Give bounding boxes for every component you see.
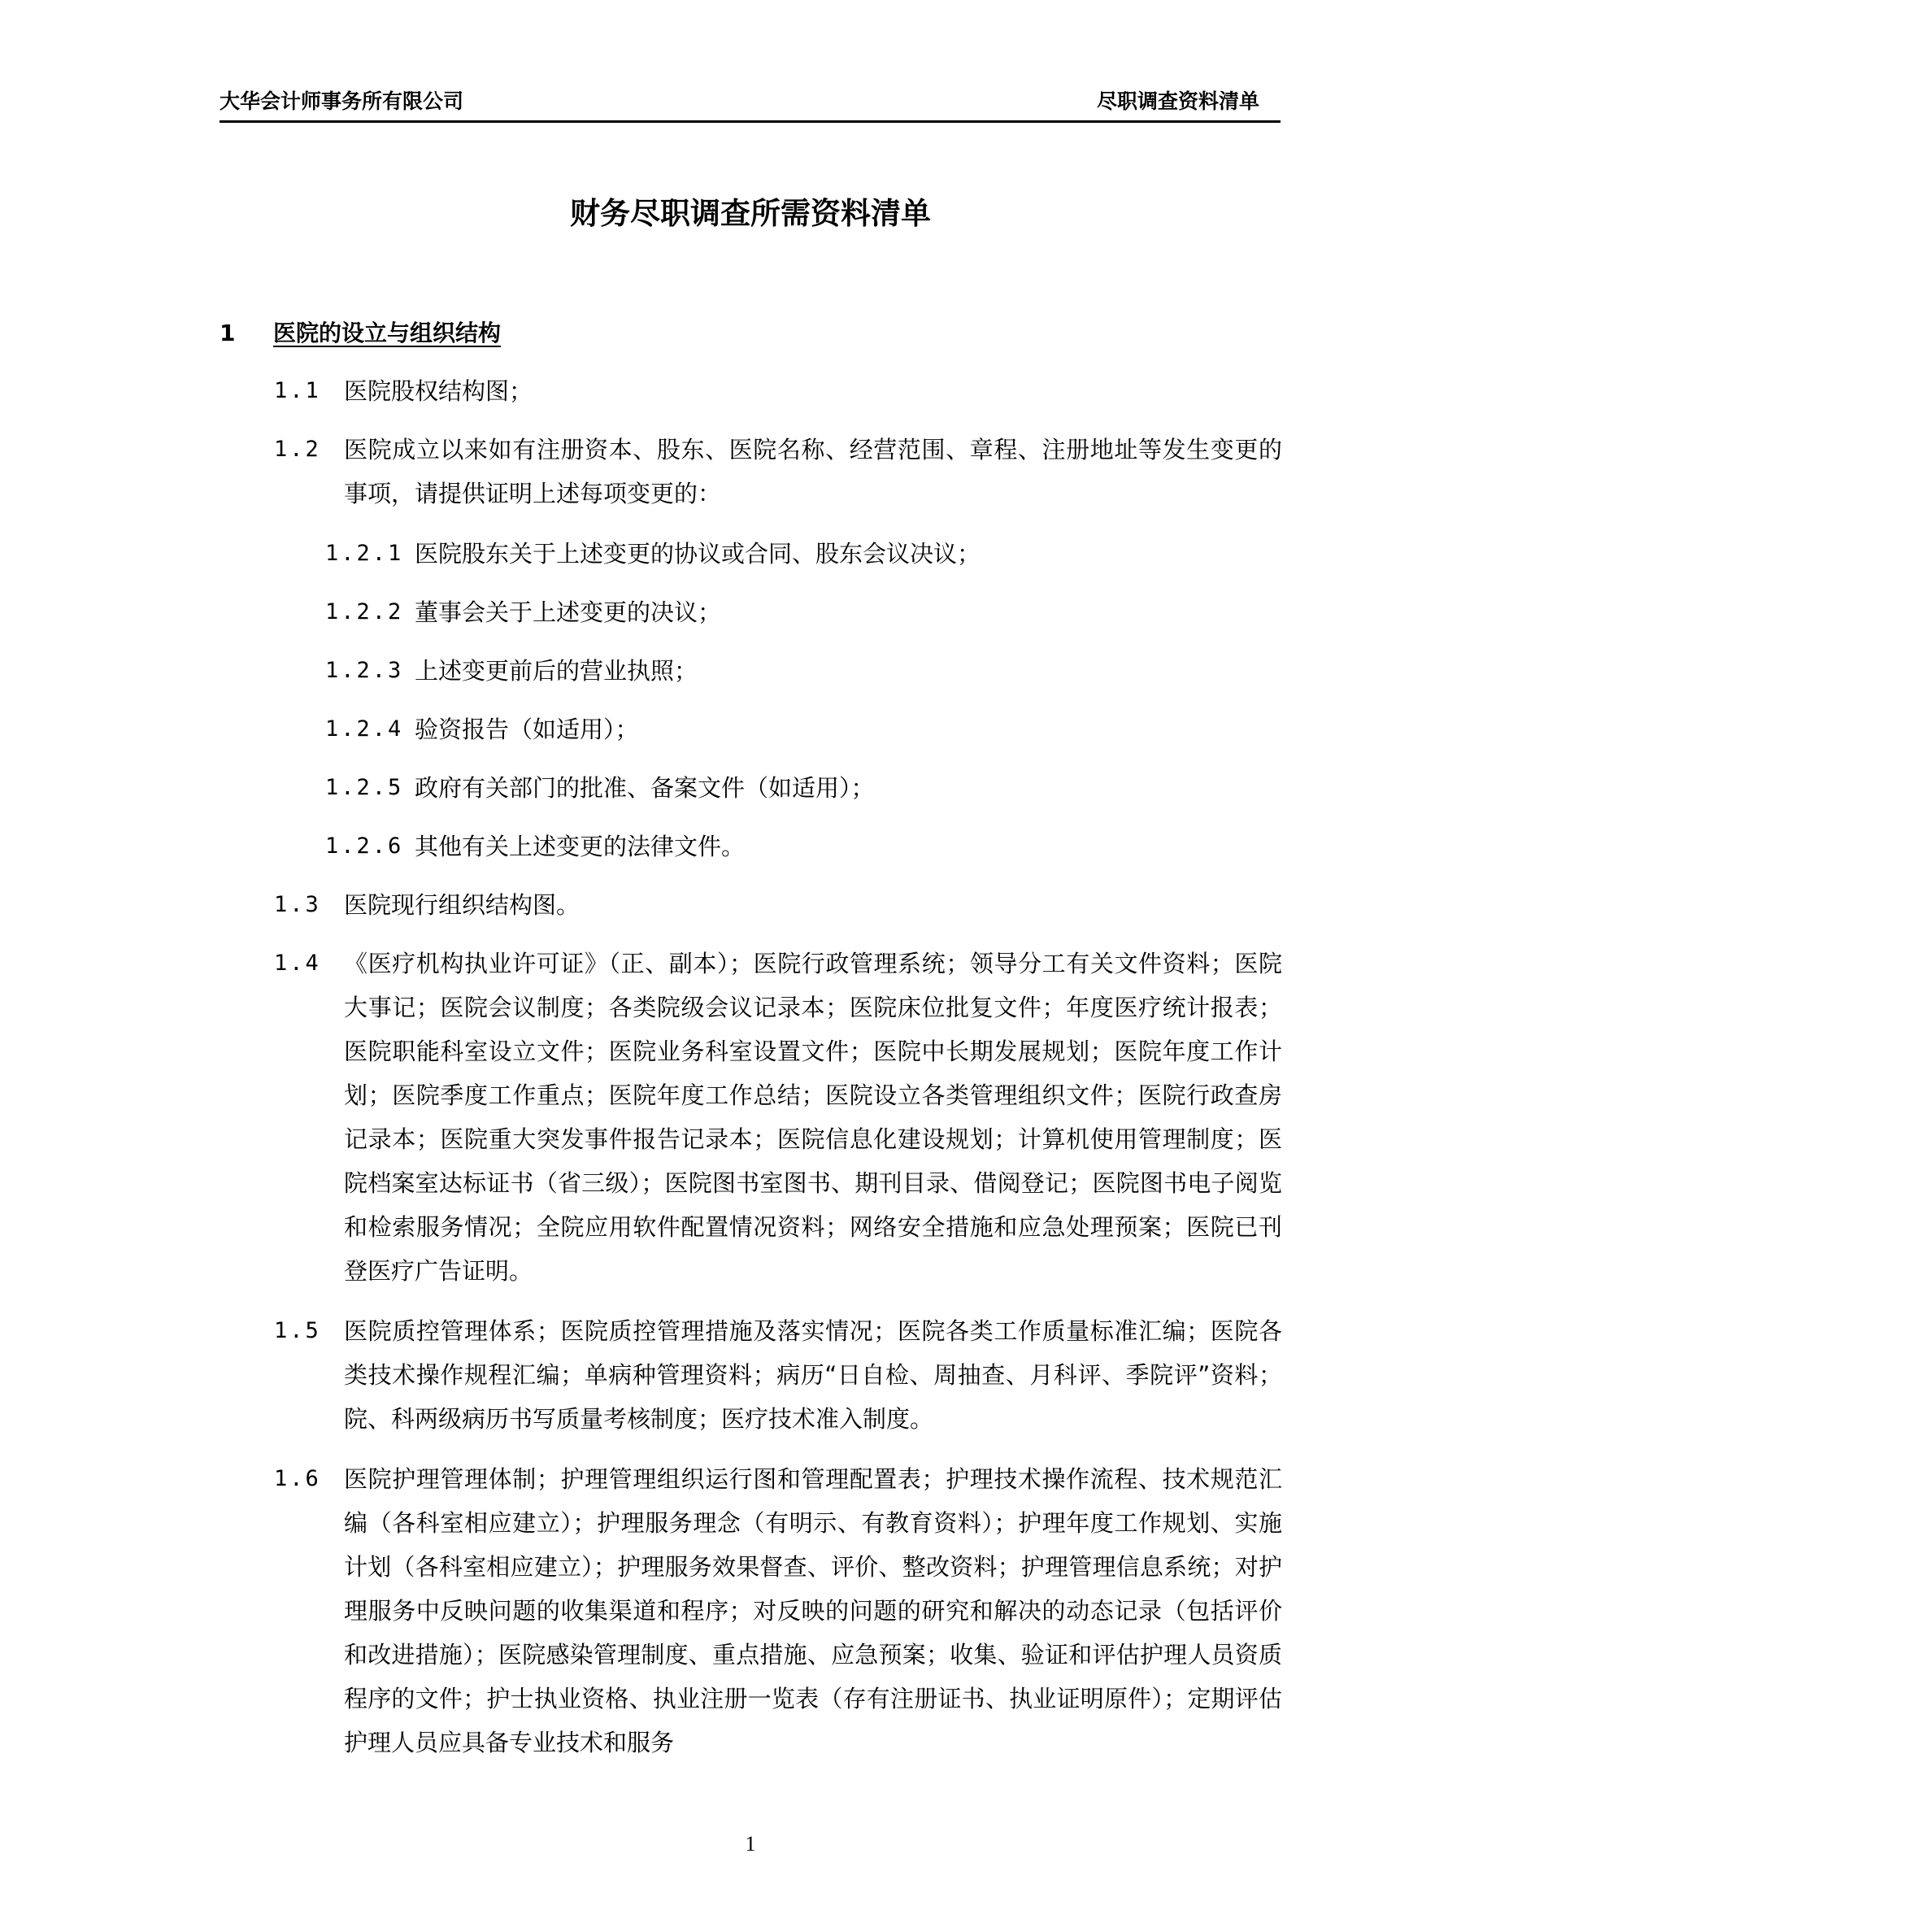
item-text: 医院股东关于上述变更的协议或合同、股东会议决议； (415, 540, 981, 568)
item-number: 1.2.1 (325, 541, 404, 566)
item-number: 1.5 (274, 1318, 321, 1343)
item-text: 上述变更前后的营业执照； (415, 657, 698, 685)
item-number: 1.2 (274, 437, 321, 462)
item-text: 其他有关上述变更的法律文件。 (415, 833, 746, 860)
item-number: 1.2.3 (325, 658, 404, 683)
section-title: 医院的设立与组织结构 (273, 320, 502, 346)
page-header (220, 88, 1281, 123)
item-number: 1.2.5 (325, 775, 404, 800)
item-number: 1.6 (274, 1466, 321, 1491)
item-text: 《医疗机构执业许可证》（正、副本）；医院行政管理系统；领导分工有关文件资料；医院大事记；医院会议制度；各类院级会议记录本；医院床位批复文件；年度医疗统计报表；医院职能科室设立文件；医院业务科室设置文件；医院中长期发展规划；医院年度工作计划；医院季度工作重点；医院年度工作总结；医院设立各类管理组织文件；医院行政查房记录本；医院重大突发事件报告记录本；医院信息化建设规划；计算机使用管理制度；医院档案室达标证书（省三级）；医院图书室图书、期刊目录、借阅登记；医院图书电子阅览和检索服务情况；全院应用软件配置情况资料；网络安全措施和应急处理预案；医院已刊登医疗广告证明。 (344, 950, 1282, 1285)
item-text: 董事会关于上述变更的决议； (415, 598, 722, 626)
item-text: 医院成立以来如有注册资本、股东、医院名称、经营范围、章程、注册地址等发生变更的事项，请提供证明上述每项变更的： (344, 436, 1282, 507)
item-number: 1.2.6 (325, 833, 404, 859)
item-text: 医院现行组织结构图。 (344, 891, 581, 919)
item-text: 验资报告（如适用）； (415, 716, 639, 743)
header-company: 大华会计师事务所有限公司 (220, 89, 464, 113)
item-text: 医院质控管理体系；医院质控管理措施及落实情况；医院各类工作质量标准汇编；医院各类技术操作规程汇编；单病种管理资料；病历“日自检、周抽查、月科评、季院评”资料；院、科两级病历书写质量考核制度；医疗技术准入制度。 (344, 1317, 1282, 1433)
item-number: 1.3 (274, 892, 321, 917)
document-title: 财务尽职调查所需资料清单 (570, 196, 931, 231)
item-text: 医院护理管理体制；护理管理组织运行图和管理配置表；护理技术操作流程、技术规范汇编（各科室相应建立）；护理服务理念（有明示、有教育资料）；护理年度工作规划、实施计划（各科室相应建立）；护理服务效果督查、评价、整改资料；护理管理信息系统；对护理服务中反映问题的收集渠道和程序；对反映的问题的研究和解决的动态记录（包括评价和改进措施）；医院感染管理制度、重点措施、应急预案；收集、验证和评估护理人员资质程序的文件；护士执业资格、执业注册一览表（存有注册证书、执业证明原件）；定期评估护理人员应具备专业技术和服务 (344, 1465, 1282, 1756)
item-number: 1.1 (274, 378, 321, 403)
item-number: 1.4 (274, 951, 321, 976)
item-number: 1.2.4 (325, 716, 404, 742)
item-text: 政府有关部门的批准、备案文件（如适用）； (415, 774, 875, 802)
header-doc-type: 尽职调查资料清单 (1096, 89, 1259, 113)
section-number: 1 (220, 320, 236, 346)
item-text: 医院股权结构图； (344, 377, 533, 405)
page-number: 1 (745, 1832, 756, 1856)
item-number: 1.2.2 (325, 599, 404, 624)
